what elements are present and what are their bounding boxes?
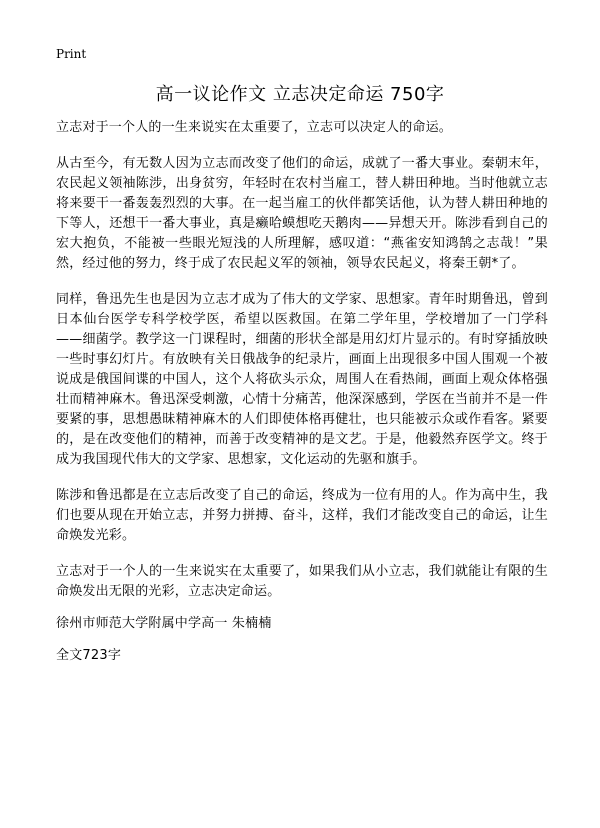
paragraph-lu-xun: 同样，鲁迅先生也是因为立志才成为了伟大的文学家、思想家。青年时期鲁迅，曾到日本仙台医学专科学校学医，希望以医救国。在第二学年里，学校增加了一门学科——细菌学。教学这一门课程时，细菌的形状全部是用幻灯片显示的。有时穿插放映一些时事幻灯片。有放映有关日俄战争的纪录片，画面上出现很多中国人围观一个被说成是俄国间谍的中国人，这个人将砍头示众，周围人在看热闹，画面上观众体格强壮而精神麻木。鲁迅深受刺激，心情十分痛苦，他深深感到，学医在当前并不是一件要紧的事，思想愚昧精神麻木的人们即使体格再健壮，也只能被示众或作看客。紧要的，是在改变他们的精神，而善于改变精神的是文艺。于是，他毅然弃医学文。终于成为我国现代伟大的文学家、思想家，文化运动的先驱和旗手。 <box>56 292 548 467</box>
paragraph-intro: 立志对于一个人的一生来说实在太重要了，立志可以决定人的命运。 <box>56 120 453 135</box>
author-line: 徐州市师范大学附属中学高一 朱楠楠 <box>56 616 272 631</box>
paragraph-summary: 陈涉和鲁迅都是在立志后改变了自己的命运，终成为一位有用的人。作为高中生，我们也要从现在开始立志，并努力拼搏、奋斗，这样，我们才能改变自己的命运，让生命焕发光彩。 <box>56 488 548 543</box>
word-count: 全文723字 <box>56 648 122 663</box>
paragraph-conclusion: 立志对于一个人的一生来说实在太重要了，如果我们从小立志，我们就能让有限的生命焕发出无限的光彩，立志决定命运。 <box>56 564 548 599</box>
print-link[interactable]: Print <box>56 47 87 61</box>
article-title: 高一议论作文 立志决定命运 750字 <box>155 84 445 105</box>
article-body <box>56 118 548 682</box>
paragraph-chen-she: 从古至今，有无数人因为立志而改变了他们的命运，成就了一番大事业。秦朝末年，农民起义领袖陈涉，出身贫穷，年轻时在农村当雇工，替人耕田种地。当时他就立志将来要干一番轰轰烈烈的大事。在一起当雇工的伙伴都笑话他，认为替人耕田种地的下等人，还想干一番大事业，真是癞哈蟆想吃天鹅肉——异想天开。陈涉看到自己的宏大抱负，不能被一些眼光短浅的人所理解，感叹道：“燕雀安知鸿鹄之志哉！”果然，经过他的努力，终于成了农民起义军的领袖，领导农民起义，将秦王朝*了。 <box>56 156 548 271</box>
